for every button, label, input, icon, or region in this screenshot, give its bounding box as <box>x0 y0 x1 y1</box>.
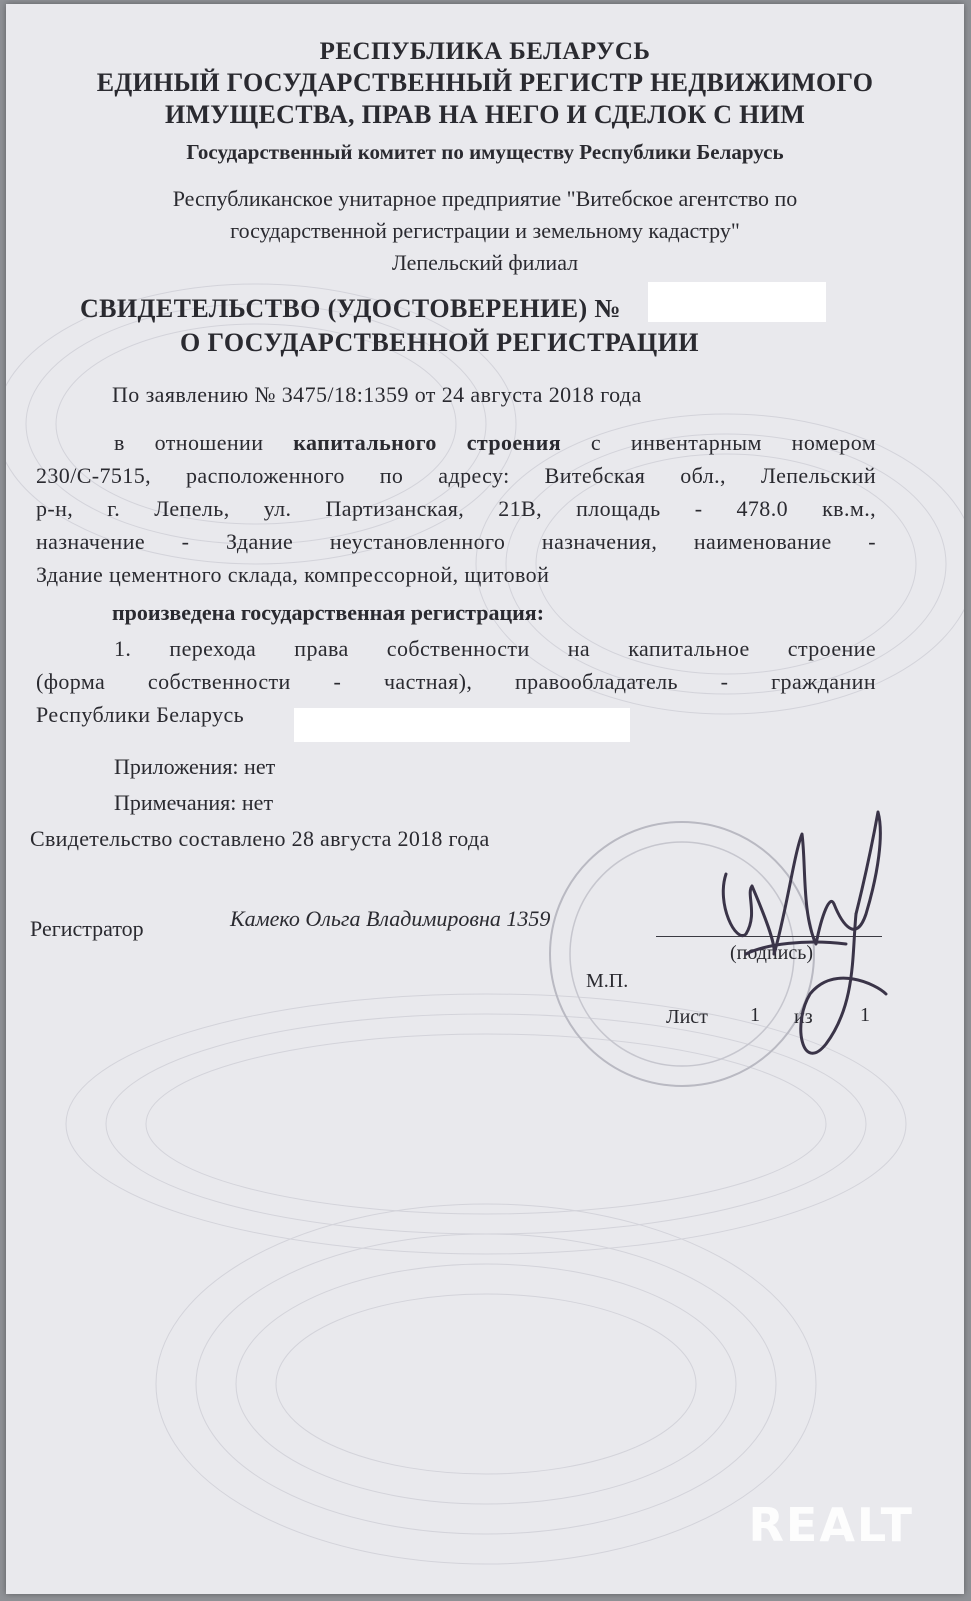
header-agency-line2: государственной регистрации и земельному кадастру" <box>230 218 740 243</box>
header-registry-line1: ЕДИНЫЙ ГОСУДАРСТВЕННЫЙ РЕГИСТР НЕДВИЖИМОГО <box>96 68 874 97</box>
sheet-of: из <box>794 1006 813 1028</box>
text: 1. перехода права собственности на капитальное строение <box>114 636 876 661</box>
application-reference: По заявлению № 3475/18:1359 от 24 августа 2018 года <box>112 382 642 407</box>
text: назначение - Здание неустановленного назначения, наименование - <box>36 529 876 554</box>
signature-caption: (подпись) <box>730 942 814 964</box>
certificate-subtitle: О ГОСУДАРСТВЕННОЙ РЕГИСТРАЦИИ <box>180 328 699 357</box>
registrar-label: Регистратор <box>30 916 144 941</box>
header-agency-line1: Республиканское унитарное предприятие "Витебское агентство по <box>172 186 798 211</box>
attachments: Приложения: нет <box>114 754 276 779</box>
text: Республики Беларусь <box>36 702 245 727</box>
object-description <box>36 430 876 595</box>
redacted-owner-name <box>294 708 630 742</box>
header-branch: Лепельский филиал <box>391 250 579 275</box>
text: р-н, г. Лепель, ул. Партизанская, 21В, площадь - 478.0 кв.м., <box>36 496 876 521</box>
text: Здание цементного склада, компрессорной, щитовой <box>36 562 550 587</box>
certificate-document <box>6 4 964 1594</box>
text: с инвентарным номером <box>561 430 877 455</box>
header-country: РЕСПУБЛИКА БЕЛАРУСЬ <box>319 38 651 65</box>
text: в отношении <box>114 430 294 455</box>
object-type: капитального строения <box>293 430 562 455</box>
seal-label: М.П. <box>586 970 629 992</box>
sheet-number: 1 <box>750 1004 760 1026</box>
header-committee: Государственный комитет по имуществу Республики Беларусь <box>186 140 784 164</box>
sheet-total: 1 <box>860 1004 870 1026</box>
text: 230/С-7515, расположенного по адресу: Витебская обл., Лепельский <box>36 463 876 488</box>
text: (форма собственности - частная), правообладатель - гражданин <box>36 669 876 694</box>
registrar-name: Камеко Ольга Владимировна 1359 <box>230 906 551 931</box>
redacted-certificate-number <box>648 282 826 322</box>
notes: Примечания: нет <box>114 790 274 815</box>
handwritten-signature <box>706 794 946 1084</box>
header-registry-line2: ИМУЩЕСТВА, ПРАВ НА НЕГО И СДЕЛОК С НИМ <box>164 100 806 129</box>
issue-date: Свидетельство составлено 28 августа 2018 года <box>30 826 490 851</box>
realt-logo: REALT <box>748 1498 914 1552</box>
sheet-label: Лист <box>666 1006 708 1028</box>
registration-heading: произведена государственная регистрация: <box>112 600 545 625</box>
certificate-title: СВИДЕТЕЛЬСТВО (УДОСТОВЕРЕНИЕ) № <box>80 294 621 323</box>
